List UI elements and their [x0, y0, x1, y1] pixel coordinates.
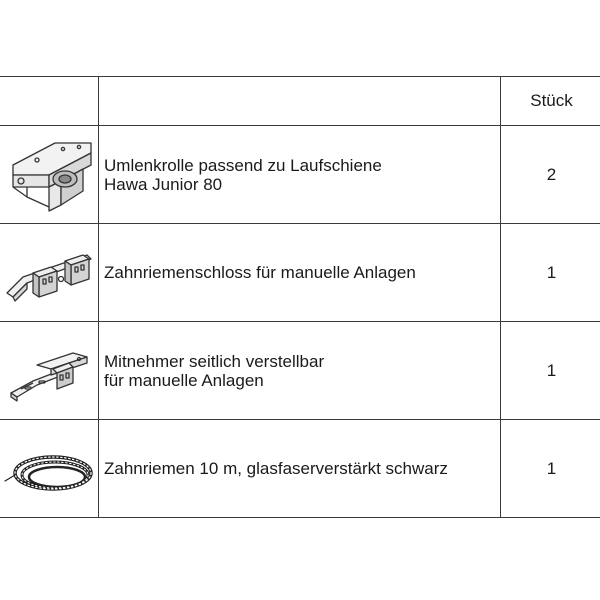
item-description: [99, 126, 501, 224]
description-line-1: Zahnriemenschloss für manuelle Anlagen: [104, 263, 416, 282]
item-image-cell: [0, 420, 99, 518]
item-quantity: 1: [501, 322, 600, 420]
table-header-row: [0, 77, 600, 126]
table-row: [0, 322, 600, 420]
toothed-belt-coil-icon: [3, 429, 95, 509]
header-image-cell: [0, 77, 99, 126]
item-description: [99, 322, 501, 420]
quantity-header: Stück: [501, 77, 600, 126]
belt-lock-icon: [3, 233, 95, 313]
description-line-1: Mitnehmer seitlich verstellbar: [104, 351, 325, 371]
table-row: [0, 420, 600, 518]
item-quantity: 1: [501, 420, 600, 518]
header-description-cell: [99, 77, 501, 126]
item-quantity: 2: [501, 126, 600, 224]
item-description: [99, 420, 501, 518]
description-line-2: für manuelle Anlagen: [104, 370, 264, 390]
table-row: [0, 224, 600, 322]
description-line-2: Hawa Junior 80: [104, 174, 223, 194]
driver-bracket-icon: [3, 331, 95, 411]
item-image-cell: [0, 322, 99, 420]
item-description: [99, 224, 501, 322]
roller-pulley-icon: [3, 135, 95, 215]
description-line-1: Zahnriemen 10 m, glasfaserverstärkt schwarz: [104, 459, 448, 478]
table-row: [0, 126, 600, 224]
item-image-cell: [0, 224, 99, 322]
item-image-cell: [0, 126, 99, 224]
parts-list-table: [0, 76, 600, 518]
item-quantity: 1: [501, 224, 600, 322]
description-line-1: Umlenkrolle passend zu Laufschiene: [104, 155, 382, 175]
